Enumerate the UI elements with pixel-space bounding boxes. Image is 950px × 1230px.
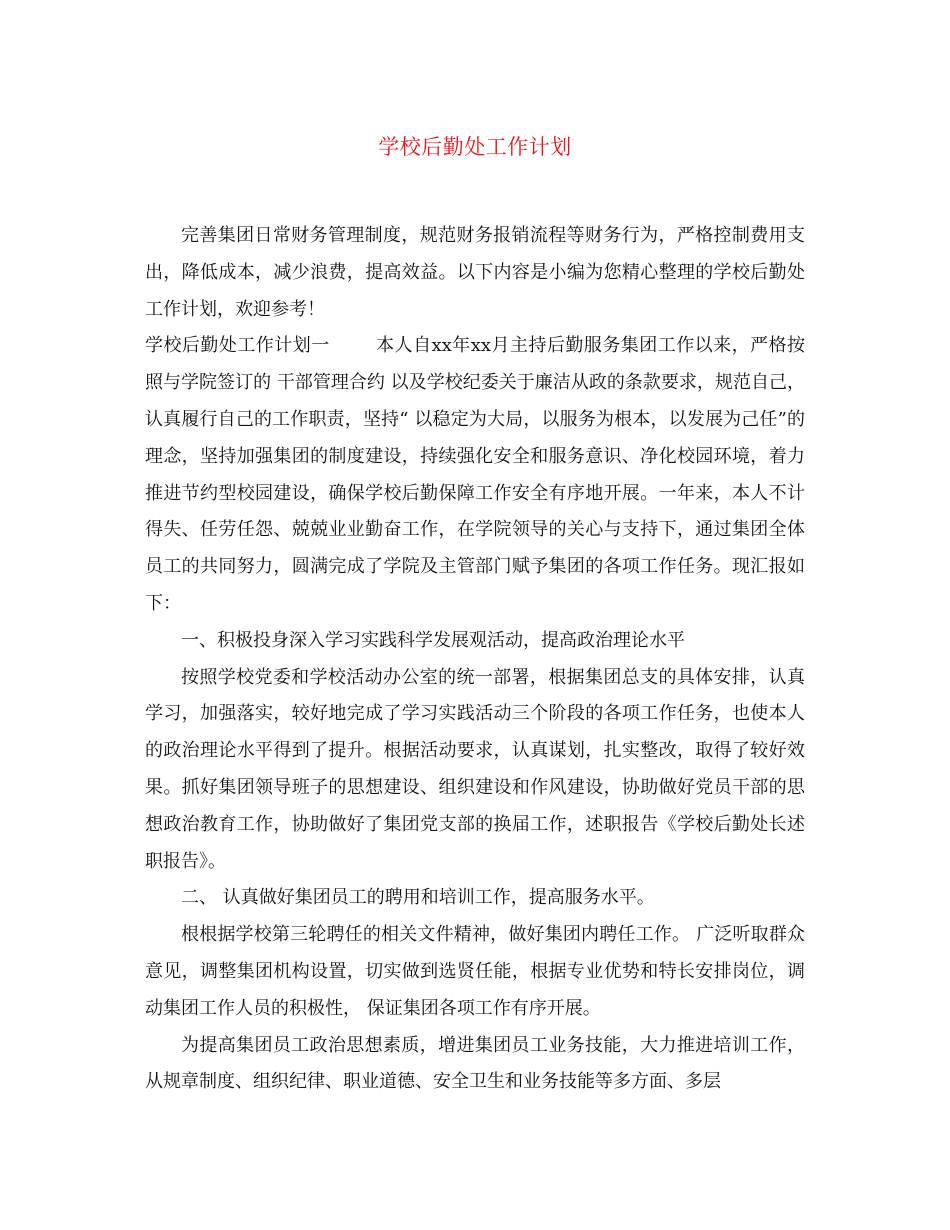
intro-paragraph: 完善集团日常财务管理制度，规范财务报销流程等财务行为，严格控制费用支出，降低成本，减少浪费，提高效益。以下内容是小编为您精心整理的学校后勤处工作计划，欢迎参考！ bbox=[145, 225, 805, 320]
document-title: 学校后勤处工作计划 bbox=[378, 135, 572, 159]
heading-one: 一、积极投身深入学习实践科学发展观活动，提高政治理论水平 bbox=[181, 629, 685, 651]
section-one-paragraph bbox=[145, 328, 805, 622]
paragraph-three: 为提高集团员工政治思想素质，增进集团员工业务技能，大力推进培训工作，从规章制度、组织纪律、职业道德、安全卫生和业务技能等多方面、多层 bbox=[145, 1034, 805, 1093]
section-label: 学校后勤处工作计划一 bbox=[145, 335, 330, 357]
heading-two: 二、 认真做好集团员工的聘用和培训工作，提高服务水平。 bbox=[181, 887, 655, 909]
document-body bbox=[145, 218, 805, 1101]
section-lead-text: 本人自xx年xx月主持后勤服务集团工作以来，严格按照与学院签订的 干部管理合约 以及学校纪委关于廉洁从政的条款要求，规范自己，认真履行自己的工作职责，坚持“ 以稳定为大局，以服务为根本，以发展为己任”的理念，坚持加强集团的制度建设，持续强化安全和服务意识、净化校园环境，着力推进节约型校园建设，确保学校后勤保障工作安全有序地开展。一年来，本人不计得失、任劳任怨、兢兢业业勤奋工作，在学院领导的关心与支持下，通过集团全体员工的共同努力，圆满完成了学院及主管部门赋予集团的各项工作任务。现汇报如下： bbox=[145, 335, 806, 614]
paragraph-one: 按照学校党委和学校活动办公室的统一部署，根据集团总支的具体安排，认真学习，加强落实，较好地完成了学习实践活动三个阶段的各项工作任务，也使本人的政治理论水平得到了提升。根据活动要求，认真谋划，扎实整改，取得了较好效果。抓好集团领导班子的思想建设、组织建设和作风建设，协助做好党员干部的思想政治教育工作，协助做好了集团党支部的换届工作，述职报告《学校后勤处长述职报告》。 bbox=[145, 666, 805, 872]
paragraph-two: 根根据学校第三轮聘任的相关文件精神，做好集团内聘任工作。 广泛听取群众意见，调整集团机构设置，切实做到选贤任能，根据专业优势和特长安排岗位，调动集团工作人员的积极性， 保证集团各项工作有序开展。 bbox=[145, 924, 805, 1019]
